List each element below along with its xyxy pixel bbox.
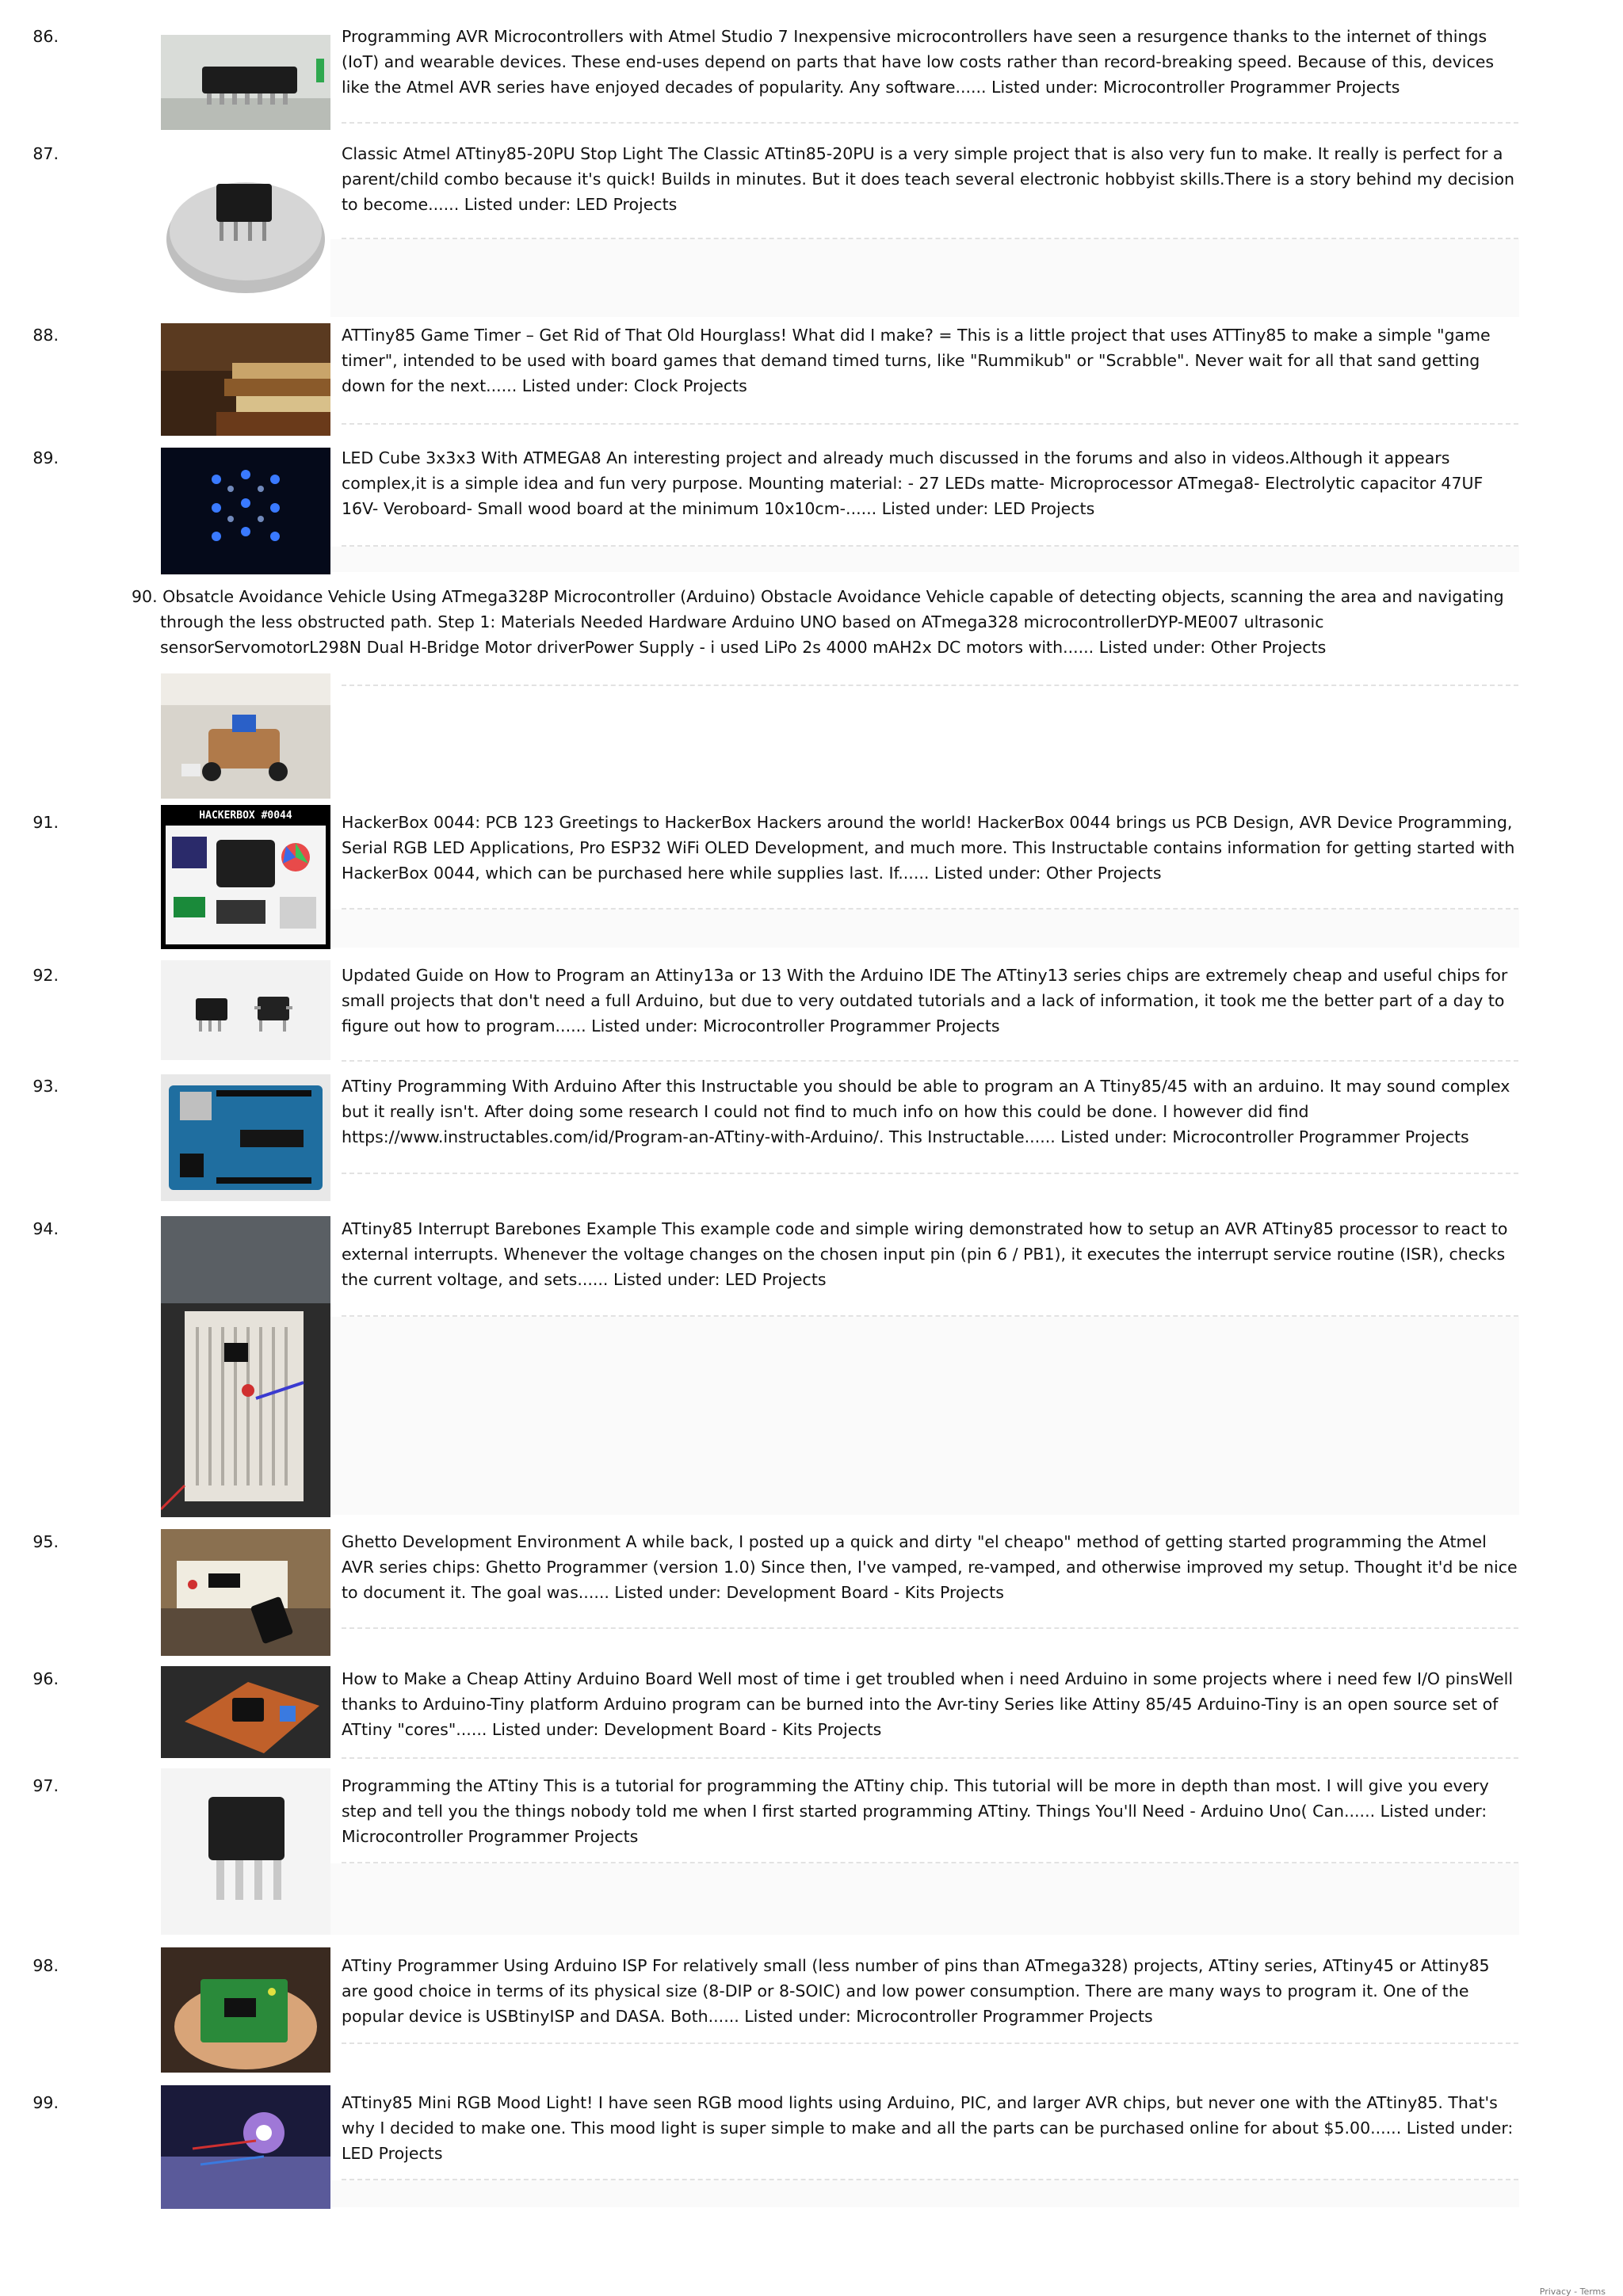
item-description: LED Cube 3x3x3 With ATMEGA8 An interesting project and already much discussed in the forums and also in videos.Although it appears complex,it is a simple idea and fun very purpose. Mounting material: - 27 LEDs matte- Microprocessor ATmega8- Electrolytic capacitor 47UF 16V- Veroboard- Small wood board at the minimum 10x10cm-...... Listed under: LED Projects bbox=[342, 448, 1484, 518]
books-photo-icon bbox=[161, 323, 330, 436]
item-number: 97. bbox=[32, 1776, 59, 1795]
item-description: Programming the ATtiny This is a tutorial for programming the ATtiny chip. This tutorial will be more in depth than most. I will give you every step and tell you the things nobody told me when I first started programming ATtiny. Things You'll Need - Arduino Uno( Can...... Listed under: Microcontroller Programmer Projects bbox=[342, 1776, 1489, 1846]
divider bbox=[342, 1862, 1518, 1863]
row-background bbox=[330, 547, 1519, 572]
item-number: 93. bbox=[32, 1077, 59, 1096]
divider bbox=[342, 1173, 1518, 1174]
coin-chip-photo-icon bbox=[161, 152, 330, 299]
item-thumbnail[interactable] bbox=[161, 1074, 330, 1201]
chip-photo-icon bbox=[161, 35, 330, 130]
divider bbox=[342, 685, 1518, 686]
divider bbox=[342, 122, 1518, 124]
row-background bbox=[330, 1863, 1519, 1935]
footer-separator: - bbox=[1574, 2286, 1578, 2296]
divider bbox=[342, 238, 1518, 239]
item-thumbnail[interactable] bbox=[161, 1666, 330, 1758]
item-description: ATtiny Programmer Using Arduino ISP For relatively small (less number of pins than ATmega328) projects, ATtiny series, ATtiny45 or Attiny85 are good choice in terms of its physical size (8-DIP or 8-SOIC) and low power consumption. There are many ways to program it. One of the popular device is USBtinyISP and DASA. Both...... Listed under: Microcontroller Programmer Projects bbox=[342, 1956, 1490, 2026]
item-thumbnail[interactable] bbox=[161, 805, 330, 949]
divider bbox=[342, 2179, 1518, 2180]
row-background bbox=[330, 2180, 1519, 2207]
attiny13-chips-photo-icon bbox=[161, 960, 330, 1060]
item-number: 98. bbox=[32, 1956, 59, 1975]
item-description: ATtiny85 Mini RGB Mood Light! I have seen RGB mood lights using Arduino, PIC, and larger AVR chips, but never one with the ATtiny85. That's why I decided to make one. This mood light is super simple to make and all the parts can be purchased online for about $5.00...... Listed under: LED Projects bbox=[342, 2093, 1514, 2163]
row-background bbox=[330, 1317, 1519, 1515]
divider bbox=[342, 545, 1518, 547]
item-thumbnail[interactable] bbox=[161, 323, 330, 436]
breadboard-photo-icon bbox=[161, 1216, 330, 1517]
item-thumbnail[interactable] bbox=[161, 960, 330, 1060]
item-number: 94. bbox=[32, 1219, 59, 1238]
item-thumbnail[interactable] bbox=[161, 673, 330, 799]
item-number: 88. bbox=[32, 326, 59, 345]
item-description: ATtiny85 Interrupt Barebones Example This example code and simple wiring demonstrated how to setup an AVR ATtiny85 processor to react to external interrupts. Whenever the voltage changes on the chosen input pin (pin 6 / PB1), it executes the interrupt service routine (ISR), checks the current voltage, and sets...... Listed under: LED Projects bbox=[342, 1219, 1508, 1289]
led-cube-photo-icon bbox=[161, 448, 330, 574]
privacy-link[interactable]: Privacy bbox=[1539, 2286, 1571, 2296]
row-background bbox=[330, 910, 1519, 948]
item-description: Ghetto Development Environment A while back, I posted up a quick and dirty "el cheapo" method of getting started programming the Atmel AVR series chips: Ghetto Programmer (version 1.0) Since then, I've vamped, re-vamped, and otherwise improved my setup. Thought it'd be nice to document it. The goal was...... Listed under: Development Board - Kits Projects bbox=[342, 1532, 1518, 1602]
divider bbox=[342, 1757, 1518, 1759]
item-thumbnail[interactable] bbox=[161, 35, 330, 130]
divider bbox=[342, 2042, 1518, 2044]
divider bbox=[342, 1315, 1518, 1317]
divider bbox=[342, 1627, 1518, 1629]
item-text: Obsatcle Avoidance Vehicle Using ATmega328P Microcontroller (Arduino) Obstacle Avoidance Vehicle capable of detecting objects, scanning the area and navigating through the less obstructed path. Step 1: Materials Needed Hardware Arduino UNO based on ATmega328 microcontrollerDYP-ME007 ultrasonic sensorServomotorL298N Dual H-Bridge Motor driverPower Supply - i used LiPo 2s 4000 mAH2x DC motors with...... Listed under: Other Projects bbox=[160, 587, 1504, 657]
row-background bbox=[330, 239, 1519, 317]
item-number: 99. bbox=[32, 2093, 59, 2112]
item-thumbnail[interactable] bbox=[161, 1216, 330, 1517]
item-description: Programming AVR Microcontrollers with Atmel Studio 7 Inexpensive microcontrollers have seen a resurgence thanks to the internet of things (IoT) and wearable devices. These end-uses depend on parts that have low costs rather than record-breaking speed. Because of this, devices like the Atmel AVR series have enjoyed decades of popularity. Any software...... Listed under: Microcontroller Programmer Projects bbox=[342, 27, 1495, 97]
item-thumbnail[interactable] bbox=[161, 2085, 330, 2209]
divider bbox=[342, 1060, 1518, 1062]
robot-vehicle-photo-icon bbox=[161, 673, 330, 799]
item-number: 91. bbox=[32, 813, 59, 832]
item-number: 86. bbox=[32, 27, 59, 46]
item-number: 89. bbox=[32, 448, 59, 467]
item-thumbnail[interactable] bbox=[161, 1947, 330, 2073]
item-thumbnail[interactable] bbox=[161, 1529, 330, 1656]
thumb-label: HACKERBOX #0044 bbox=[199, 810, 292, 822]
item-description: Updated Guide on How to Program an Attiny13a or 13 With the Arduino IDE The ATtiny13 series chips are extremely cheap and useful chips for small projects that don't need a full Arduino, but due to very outdated tutorials and a lack of information, it took me the better part of a day to figure out how to program...... Listed under: Microcontroller Programmer Projects bbox=[342, 966, 1508, 1035]
item-number: 95. bbox=[32, 1532, 59, 1551]
item-thumbnail[interactable] bbox=[161, 1768, 330, 1935]
ghetto-programmer-photo-icon bbox=[161, 1529, 330, 1656]
arduino-board-photo-icon bbox=[161, 1074, 330, 1201]
recaptcha-footer bbox=[1540, 2288, 1606, 2296]
item-description: ATtiny Programming With Arduino After this Instructable you should be able to program an A Ttiny85/45 with an arduino. It may sound complex but it really isn't. After doing some research I could not find to much info on how this could be done. I however did find https://www.instructables.com/id/Program-an-ATtiny-with-Arduino/. This Instructable...... Listed under: Microcontroller Programmer Projects bbox=[342, 1077, 1510, 1146]
item-thumbnail[interactable] bbox=[161, 152, 330, 299]
item-description: How to Make a Cheap Attiny Arduino Board Well most of time i get troubled when i need Arduino in some projects where i need few I/O pinsWell thanks to Arduino-Tiny platform Arduino program can be burned into the Avr-tiny Series like Attiny 85/45 Arduino-Tiny is an open source set of ATtiny "cores"...... Listed under: Development Board - Kits Projects bbox=[342, 1669, 1514, 1739]
isp-shield-photo-icon bbox=[161, 1947, 330, 2073]
item-number: 87. bbox=[32, 144, 59, 163]
attiny-chip-photo-icon bbox=[161, 1768, 330, 1935]
item-number: 90. bbox=[132, 587, 158, 606]
item-description: HackerBox 0044: PCB 123 Greetings to HackerBox Hackers around the world! HackerBox 0044 brings us PCB Design, AVR Device Programming, Serial RGB LED Applications, Pro ESP32 WiFi OLED Development, and much more. This Instructable contains information for getting started with HackerBox 0044, which can be purchased here while supplies last. If...... Listed under: Other Projects bbox=[342, 813, 1515, 883]
hackerbox-kit-photo-icon bbox=[161, 805, 330, 949]
item-number: 92. bbox=[32, 966, 59, 985]
item-description: ATTiny85 Game Timer – Get Rid of That Old Hourglass! What did I make? = This is a little project that uses ATTiny85 to make a simple "game timer", intended to be used with board games that demand timed turns, like "Rummikub" or "Scrabble". Never wait for all that sand getting down for the next...... Listed under: Clock Projects bbox=[342, 326, 1491, 395]
item-description bbox=[132, 584, 1518, 660]
item-number: 96. bbox=[32, 1669, 59, 1688]
terms-link[interactable]: Terms bbox=[1579, 2286, 1606, 2296]
divider bbox=[342, 908, 1518, 910]
mood-light-photo-icon bbox=[161, 2085, 330, 2209]
item-description: Classic Atmel ATtiny85-20PU Stop Light The Classic ATtin85-20PU is a very simple project that is also very fun to make. It really is perfect for a parent/child combo because it's quick! Builds in minutes. But it does teach several electronic hobbyist skills.There is a story behind my decision to become...... Listed under: LED Projects bbox=[342, 144, 1515, 214]
attiny-board-photo-icon bbox=[161, 1666, 330, 1758]
divider bbox=[342, 423, 1518, 425]
item-thumbnail[interactable] bbox=[161, 448, 330, 574]
